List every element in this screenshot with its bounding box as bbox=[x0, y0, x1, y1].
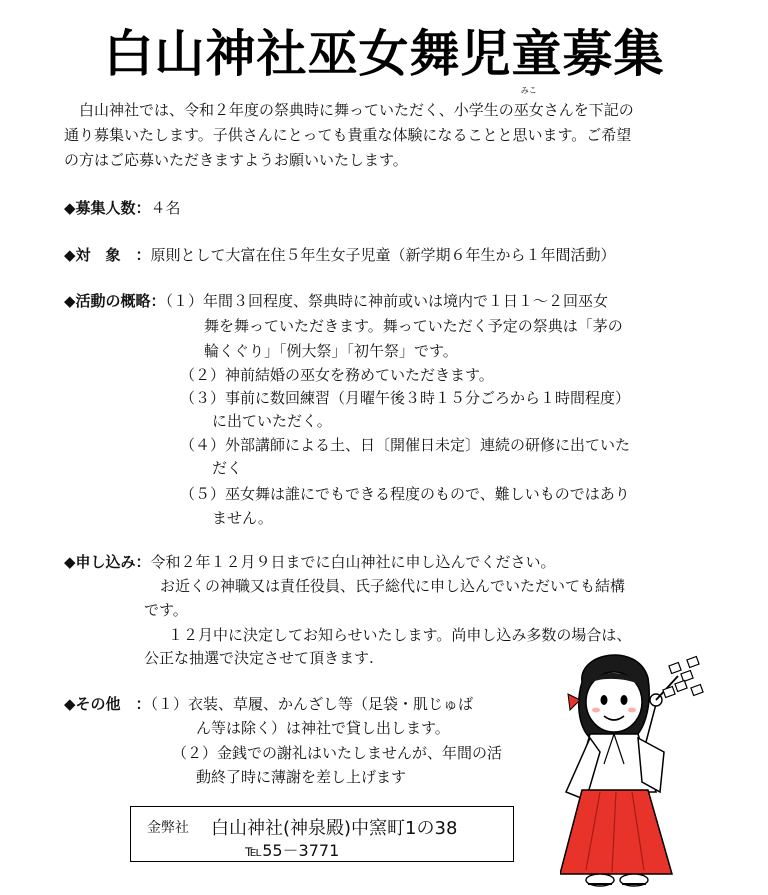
other-2-line-2: 動終了時に薄謝を差し上げます bbox=[196, 768, 407, 786]
intro-text-b: さんを下記の bbox=[543, 101, 634, 119]
other-1-line-1: （１）衣装、草履、かんざし等（足袋・肌じゅば bbox=[150, 695, 474, 713]
target-value: 原則として大富在住５年生女子児童（新学期６年生から１年間活動） bbox=[150, 246, 616, 264]
activity-5-line-1: （５）巫女舞は誰にでもできる程度のもので、難しいものではあり bbox=[180, 485, 630, 503]
apply-row bbox=[64, 550, 556, 574]
intro-text-a: 白山神社では、令和２年度の祭典時に舞っていただく、小学生の bbox=[79, 101, 514, 119]
apply-line-5: 公正な抽選で決定させて頂きます. bbox=[144, 649, 374, 667]
apply-label: ◆申し込み： bbox=[64, 553, 151, 571]
apply-line-1: 令和２年１２月９日までに白山神社に申し込んでください。 bbox=[150, 553, 556, 571]
activity-4-line-1: （４）外部講師による土、日〔開催日未定〕連続の研修に出ていた bbox=[180, 436, 631, 454]
other-label: ◆その他 ： bbox=[64, 695, 151, 713]
furigana-word bbox=[513, 86, 544, 123]
intro-line-3: の方はご応募いただきますようお願いいたします。 bbox=[64, 151, 408, 169]
recruit-row bbox=[64, 196, 181, 220]
activity-5-line-2: ません。 bbox=[212, 509, 273, 527]
target-label: ◆対 象 ： bbox=[64, 246, 151, 264]
other-2-line-1: （２）金銭での謝礼はいたしませんが、年間の活 bbox=[172, 744, 503, 762]
activity-3-line-2: に出ていただく。 bbox=[212, 412, 332, 430]
apply-line-2: お近くの神職又は責任役員、氏子総代に申し込んでいただいても結構 bbox=[160, 577, 626, 595]
recruit-label: ◆募集人数： bbox=[64, 199, 151, 217]
apply-line-3: です。 bbox=[144, 601, 188, 619]
activities-row bbox=[64, 289, 608, 313]
activities-label: ◆活動の概略： bbox=[64, 292, 166, 310]
apply-line-4: １２月中に決定してお知らせいたします。尚申し込み多数の場合は、 bbox=[168, 626, 632, 644]
intro-line-1 bbox=[64, 86, 704, 123]
activity-1-line-2: 舞を舞っていただきます。舞っていただく予定の祭典は「茅の bbox=[204, 317, 623, 335]
intro-paragraph bbox=[64, 86, 704, 173]
contact-name: 白山神社(神泉殿)中窯町1の38 bbox=[211, 818, 458, 839]
activity-3-line-1: （３）事前に数回練習（月曜午後３時１５分ごろから１時間程度） bbox=[180, 389, 631, 407]
activity-1-line-1: （１）年間３回程度、祭典時に神前或いは境内で１日１～２回巫女 bbox=[165, 292, 609, 310]
furigana-reading: みこ bbox=[520, 86, 537, 95]
miko-shrine-maiden-icon bbox=[560, 642, 768, 892]
other-row bbox=[64, 692, 473, 716]
furigana-base: 巫女 bbox=[513, 101, 544, 119]
contact-box bbox=[130, 806, 514, 862]
contact-tel: ℡55－3771 bbox=[245, 841, 340, 860]
activity-1-line-3: 輪くぐり」「例大祭」「初午祭」です。 bbox=[204, 342, 458, 360]
other-1-line-2: ん等は除く）は神社で貸し出します。 bbox=[196, 719, 450, 737]
contact-org: 金弊社 bbox=[147, 820, 189, 836]
intro-line-2: 通り募集いたします。子供さんにとっても貴重な体験になることと思います。ご希望 bbox=[64, 126, 632, 144]
activity-2-line-1: （２）神前結婚の巫女を務めていただきます。 bbox=[180, 366, 494, 384]
recruit-value: ４名 bbox=[150, 199, 181, 217]
page-title: 白山神社巫女舞児童募集 bbox=[103, 25, 665, 83]
activity-4-line-2: だく bbox=[212, 459, 243, 477]
target-row bbox=[64, 243, 616, 267]
